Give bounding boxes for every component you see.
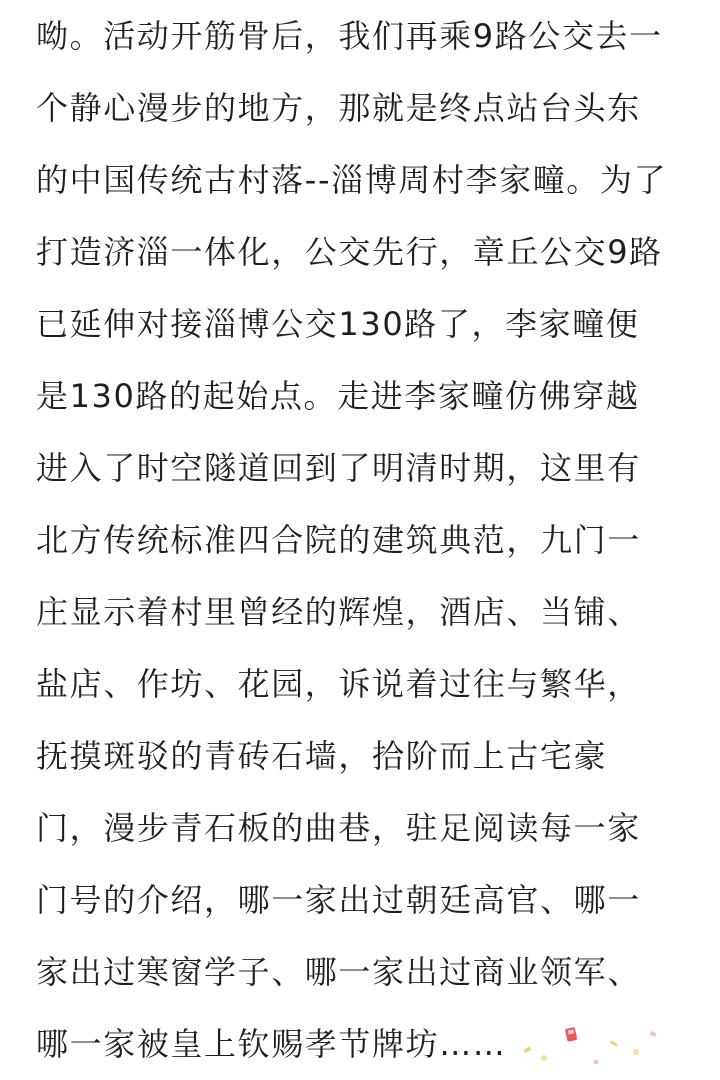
confetti-piece [594, 1060, 599, 1065]
confetti-piece [523, 1046, 531, 1053]
paragraph-line: 北方传统标准四合院的建筑典范，九门一 [36, 521, 641, 559]
paragraph-line: 是130路的起始点。走进李家疃仿佛穿越 [36, 377, 640, 415]
confetti-piece [649, 1031, 656, 1037]
paragraph-line: 庄显示着村里曾经的辉煌，酒店、当铺、 [36, 593, 641, 631]
paragraph-line: 的中国传统古村落--淄博周村李家疃。为了 [36, 161, 668, 199]
paragraph-line: 抚摸斑驳的青砖石墙，拾阶而上古宅豪 [36, 737, 608, 775]
confetti-piece [565, 1027, 577, 1042]
confetti-piece [541, 1055, 547, 1061]
paragraph-line: 哪一家被皇上钦赐孝节牌坊…… [36, 1025, 507, 1063]
paragraph-line: 呦。活动开筋骨后，我们再乘9路公交去一 [36, 17, 663, 55]
paragraph-line: 个静心漫步的地方，那就是终点站台头东 [36, 89, 641, 127]
paragraph-line: 门，漫步青石板的曲巷，驻足阅读每一家 [36, 809, 641, 847]
paragraph-line: 家出过寒窗学子、哪一家出过商业领军、 [36, 953, 641, 991]
paragraph-line: 盐店、作坊、花园，诉说着过往与繁华， [36, 665, 641, 703]
confetti-piece [633, 1049, 639, 1055]
paragraph-line: 进入了时空隧道回到了明清时期，这里有 [36, 449, 641, 487]
paragraph-line: 已延伸对接淄博公交130路了，李家疃便 [36, 305, 640, 343]
confetti-icon [518, 1022, 668, 1070]
paragraph-line: 门号的介绍，哪一家出过朝廷高官、哪一 [36, 881, 641, 919]
paragraph-line: 打造济淄一体化，公交先行，章丘公交9路 [36, 233, 663, 271]
confetti-piece [610, 1040, 618, 1047]
